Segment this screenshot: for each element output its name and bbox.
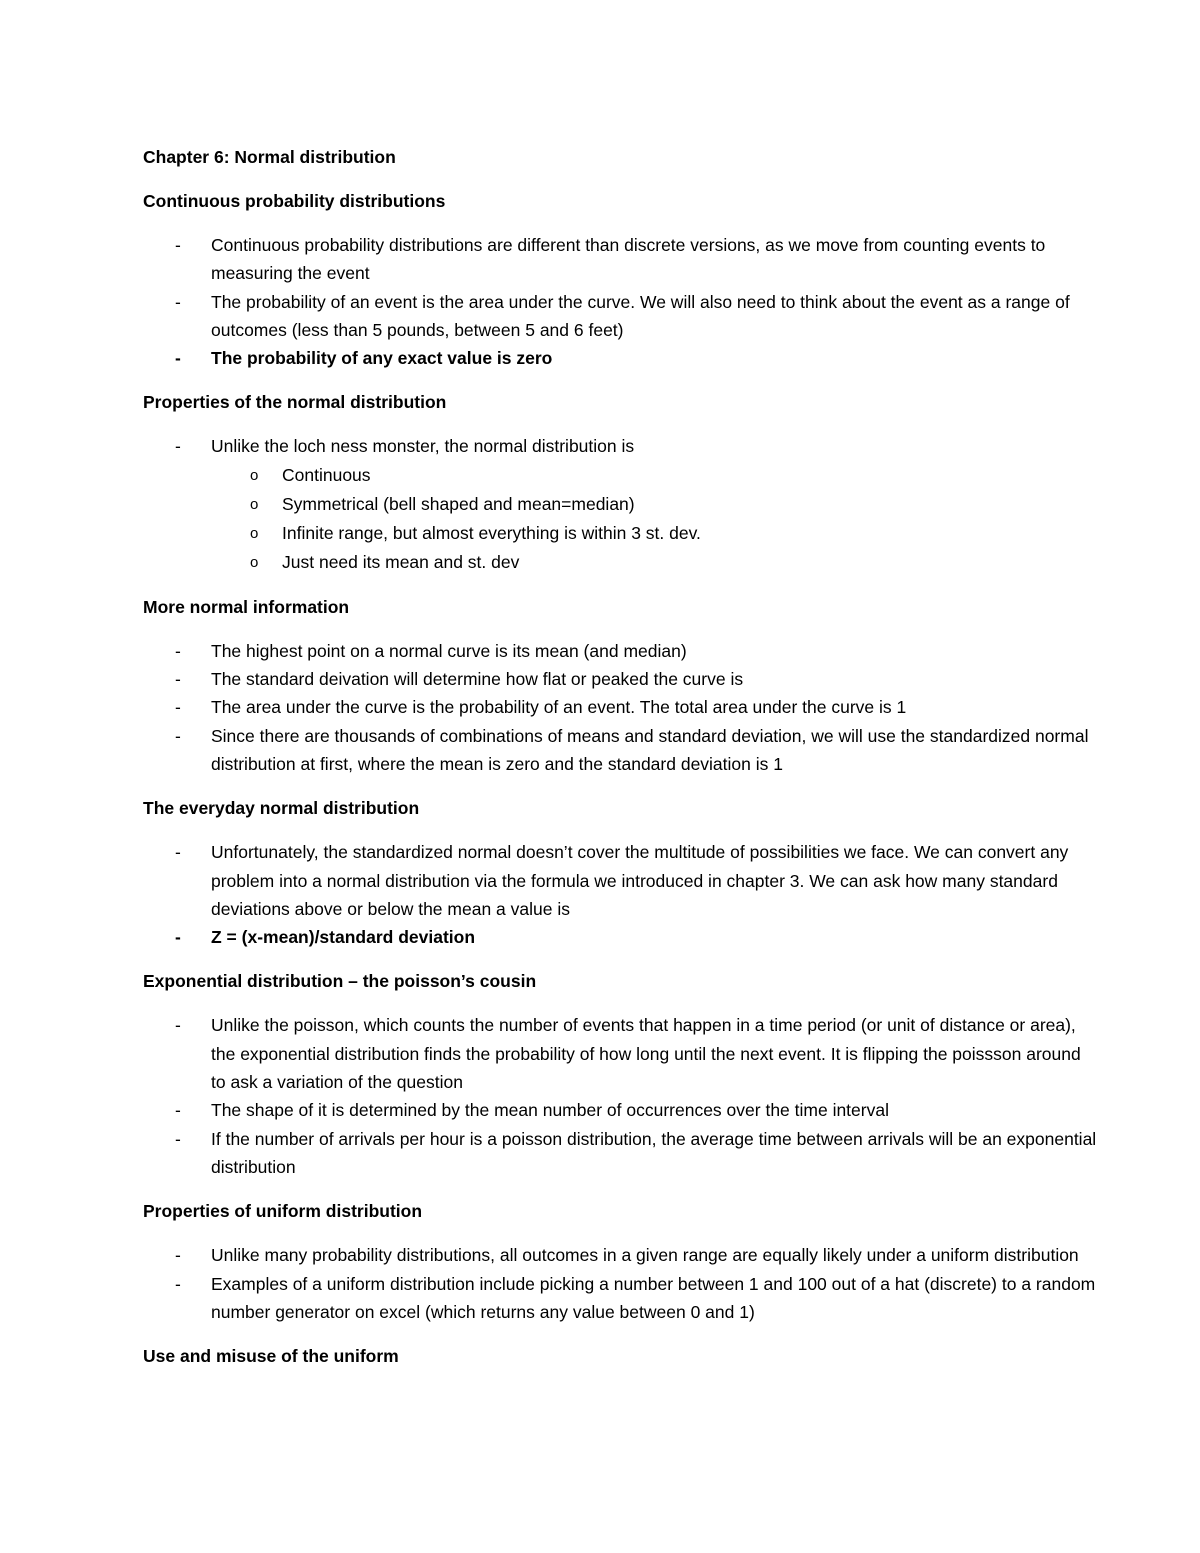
list-item-text: Continuous probability distributions are different than discrete versions, as we move from counting events to measuring the event <box>211 235 1046 284</box>
list-item-text: Examples of a uniform distribution include picking a number between 1 and 100 out of a hat (discrete) to a random number generator on excel (which returns any value between 0 and 1) <box>211 1273 1096 1322</box>
dash-bullet: - <box>175 927 181 948</box>
dash-bullet: - <box>175 640 181 661</box>
dash-bullet: - <box>175 725 181 746</box>
list-item-text: The highest point on a normal curve is its mean (and median) <box>211 640 687 661</box>
dash-bullet: - <box>175 235 181 255</box>
list-item <box>143 1241 1100 1269</box>
list-item <box>143 637 1100 665</box>
sub-list <box>143 461 1100 577</box>
bullet-list <box>143 637 1100 778</box>
list-item <box>143 1096 1100 1124</box>
list-item <box>143 231 1100 288</box>
list-item <box>143 1270 1100 1327</box>
sub-list-item <box>143 519 1100 548</box>
section-heading: More normal information <box>143 596 350 617</box>
sub-list-item <box>143 548 1100 577</box>
circle-bullet: o <box>250 495 259 513</box>
list-item-text: The probability of an event is the area under the curve. We will also need to think about the event as a range of outcomes (less than 5 pounds, between 5 and 6 feet) <box>211 291 1070 340</box>
list-item-text: Unlike many probability distributions, all outcomes in a given range are equally likely under a uniform distribution <box>211 1245 1079 1266</box>
list-item-text: If the number of arrivals per hour is a poisson distribution, the average time between arrivals will be an exponential distribution <box>211 1128 1097 1177</box>
list-item <box>143 1011 1100 1096</box>
dash-bullet: - <box>175 291 181 312</box>
dash-bullet: - <box>175 697 181 718</box>
document-body <box>143 187 1100 1370</box>
sub-list-item-text: Infinite range, but almost everything is within 3 st. dev. <box>282 522 701 543</box>
list-item <box>143 344 1100 372</box>
list-item-text: Unlike the poisson, which counts the number of events that happen in a time period (or unit of distance or area), the exponential distribution finds the probability of how long until the next event. It is flipping the poissson around to ask a variation of the question <box>211 1015 1081 1093</box>
section-heading: Use and misuse of the uniform <box>143 1346 399 1367</box>
list-item <box>143 722 1100 779</box>
section-heading: The everyday normal distribution <box>143 798 420 819</box>
sub-list-item-text: Symmetrical (bell shaped and mean=median) <box>282 493 635 514</box>
dash-bullet: - <box>175 842 181 863</box>
section-heading: Properties of uniform distribution <box>143 1201 423 1222</box>
sub-list-item-text: Just need its mean and st. dev <box>282 551 520 572</box>
sub-list-item <box>143 490 1100 519</box>
dash-bullet: - <box>175 436 181 457</box>
list-item-text: Unlike the loch ness monster, the normal distribution is <box>211 436 635 457</box>
sub-list-item-text: Continuous <box>282 464 371 485</box>
list-item-text: Z = (x-mean)/standard deviation <box>211 927 476 948</box>
sub-list-item <box>143 461 1100 490</box>
list-item-text: Unfortunately, the standardized normal doesn’t cover the multitude of possibilities we face. We can convert any problem into a normal distribution via the formula we introduced in chapter 3. We can ask how many standard deviations above or below the mean a value is <box>211 842 1069 919</box>
bullet-list <box>143 432 1100 576</box>
section-heading: Continuous probability distributions <box>143 191 446 211</box>
bullet-list <box>143 1241 1100 1326</box>
list-item <box>143 665 1100 693</box>
list-item-text: Since there are thousands of combinations of means and standard deviation, we will use the standardized normal distribution at first, where the mean is zero and the standard deviation is 1 <box>211 725 1089 774</box>
circle-bullet: o <box>250 466 259 484</box>
bullet-list <box>143 231 1100 372</box>
dash-bullet: - <box>175 1100 181 1121</box>
dash-bullet: - <box>175 348 181 369</box>
list-item <box>143 432 1100 576</box>
list-item <box>143 1125 1100 1182</box>
list-item <box>143 288 1100 345</box>
dash-bullet: - <box>175 1273 181 1294</box>
dash-bullet: - <box>175 1015 181 1036</box>
section-heading: Exponential distribution – the poisson’s cousin <box>143 971 537 992</box>
list-item <box>143 923 1100 951</box>
bullet-list <box>143 838 1100 951</box>
circle-bullet: o <box>250 524 259 542</box>
list-item-text: The shape of it is determined by the mean number of occurrences over the time interval <box>211 1100 889 1121</box>
list-item-text: The probability of any exact value is zero <box>211 348 553 369</box>
list-item-text: The standard deivation will determine how flat or peaked the curve is <box>211 669 744 690</box>
bullet-list <box>143 1011 1100 1181</box>
dash-bullet: - <box>175 1245 181 1266</box>
list-item <box>143 838 1100 923</box>
dash-bullet: - <box>175 669 181 690</box>
circle-bullet: o <box>250 553 259 571</box>
section-heading: Properties of the normal distribution <box>143 392 447 413</box>
list-item-text: The area under the curve is the probability of an event. The total area under the curve is 1 <box>211 697 907 718</box>
page-title: Chapter 6: Normal distribution <box>143 147 396 167</box>
dash-bullet: - <box>175 1128 181 1149</box>
list-item <box>143 693 1100 721</box>
